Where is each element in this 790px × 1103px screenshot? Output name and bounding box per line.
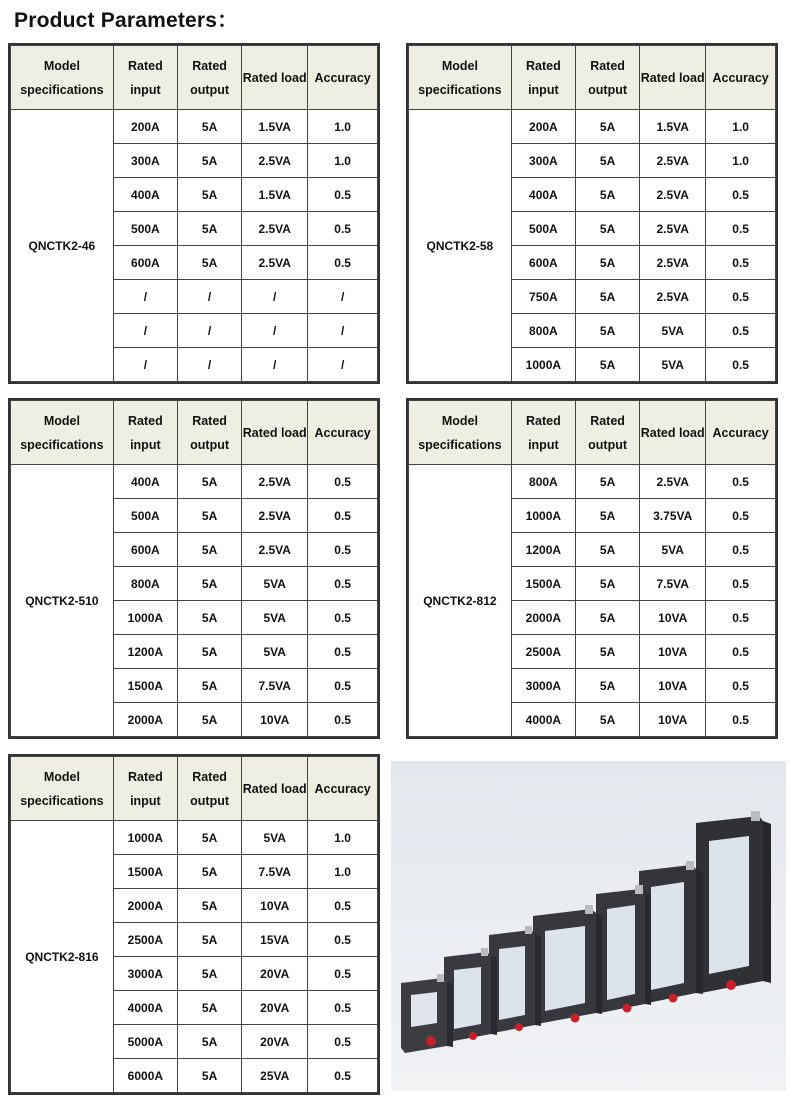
rated-load-cell: 5VA [640,533,706,567]
accuracy-cell: 0.5 [706,280,776,314]
rated-input-cell: 1000A [113,601,177,635]
rated-input-cell: 4000A [113,991,177,1025]
rated-load-cell: 2.5VA [640,465,706,499]
rated-output-cell: 5A [177,1059,241,1093]
rated-load-cell: 10VA [242,703,308,737]
table-header-row [11,757,378,821]
spec-table-qnctk2-510 [8,398,380,739]
accuracy-cell: 0.5 [706,314,776,348]
rated-input-cell: 200A [113,110,177,144]
rated-input-cell: 1000A [113,821,177,855]
rated-output-cell: / [177,348,241,382]
header-accuracy: Accuracy [308,757,378,821]
rated-output-cell: 5A [177,144,241,178]
spec-table [10,756,378,1093]
rated-input-cell: 400A [511,178,575,212]
rated-load-cell: 10VA [640,669,706,703]
header-accuracy: Accuracy [706,401,776,465]
rated-input-cell: 1000A [511,499,575,533]
spec-table [408,45,776,382]
header-rated-output: Rated output [177,401,241,465]
rated-output-cell: 5A [575,246,639,280]
rated-load-cell: 7.5VA [640,567,706,601]
header-model-specifications: Model specifications [11,46,114,110]
rated-output-cell: 5A [575,280,639,314]
rated-output-cell: 5A [575,669,639,703]
rated-input-cell: 1200A [511,533,575,567]
rated-load-cell: 7.5VA [242,855,308,889]
accuracy-cell: 0.5 [308,703,378,737]
rated-load-cell: 5VA [242,567,308,601]
header-rated-input: Rated input [113,46,177,110]
rated-input-cell: 750A [511,280,575,314]
accuracy-cell: 0.5 [706,465,776,499]
rated-output-cell: 5A [177,212,241,246]
header-rated-load: Rated load [640,401,706,465]
rated-load-cell: 1.5VA [640,110,706,144]
device-4 [533,905,602,1024]
table-row [409,110,776,144]
device-1 [401,974,453,1053]
rated-input-cell: 2000A [511,601,575,635]
table-header-row [11,401,378,465]
table-row [11,110,378,144]
accuracy-cell: 0.5 [706,669,776,703]
rated-output-cell: 5A [177,499,241,533]
spec-table [10,400,378,737]
accuracy-cell: 1.0 [308,855,378,889]
table-row [11,465,378,499]
rated-input-cell: 500A [113,499,177,533]
header-rated-load: Rated load [242,46,308,110]
product-photo [391,761,786,1091]
header-accuracy: Accuracy [308,401,378,465]
rated-input-cell: 200A [511,110,575,144]
rated-load-cell: 2.5VA [242,212,308,246]
accuracy-cell: 0.5 [308,499,378,533]
rated-output-cell: 5A [177,923,241,957]
rated-input-cell: 4000A [511,703,575,737]
rated-output-cell: 5A [575,178,639,212]
header-rated-input: Rated input [511,401,575,465]
accuracy-cell: 0.5 [706,703,776,737]
header-rated-output: Rated output [177,757,241,821]
rated-load-cell: 2.5VA [640,246,706,280]
rated-output-cell: 5A [177,889,241,923]
rated-input-cell: 500A [511,212,575,246]
rated-output-cell: 5A [177,991,241,1025]
rated-load-cell: 20VA [242,991,308,1025]
rated-input-cell: / [113,348,177,382]
table-row [409,465,776,499]
accuracy-cell: 0.5 [308,601,378,635]
rated-output-cell: 5A [575,499,639,533]
rated-load-cell: 25VA [242,1059,308,1093]
accuracy-cell: 0.5 [308,178,378,212]
rated-input-cell: 2500A [113,923,177,957]
rated-load-cell: 10VA [640,703,706,737]
rated-output-cell: 5A [177,821,241,855]
rated-input-cell: 600A [511,246,575,280]
accuracy-cell: 0.5 [308,923,378,957]
table-row [11,821,378,855]
rated-load-cell: 5VA [242,821,308,855]
spec-table-qnctk2-46 [8,43,380,384]
header-accuracy: Accuracy [706,46,776,110]
rated-input-cell: / [113,280,177,314]
rated-load-cell: 2.5VA [242,144,308,178]
accuracy-cell: 0.5 [706,212,776,246]
rated-load-cell: 2.5VA [242,499,308,533]
rated-input-cell: 400A [113,178,177,212]
header-rated-output: Rated output [177,46,241,110]
rated-load-cell: 2.5VA [242,465,308,499]
rated-input-cell: 2000A [113,889,177,923]
rated-load-cell: 15VA [242,923,308,957]
rated-output-cell: 5A [177,1025,241,1059]
page-title: Product Parameters： [14,9,239,32]
rated-input-cell: 1000A [511,348,575,382]
rated-load-cell: / [242,314,308,348]
rated-input-cell: 3000A [113,957,177,991]
accuracy-cell: 0.5 [706,499,776,533]
rated-output-cell: 5A [575,314,639,348]
rated-load-cell: 10VA [242,889,308,923]
header-rated-load: Rated load [242,757,308,821]
rated-input-cell: 2500A [511,635,575,669]
rated-load-cell: 1.5VA [242,110,308,144]
accuracy-cell: 1.0 [308,110,378,144]
header-rated-input: Rated input [113,757,177,821]
rated-output-cell: 5A [575,110,639,144]
rated-output-cell: 5A [177,465,241,499]
spec-table [10,45,378,382]
header-rated-output: Rated output [575,46,639,110]
model-cell: QNCTK2-58 [409,110,512,382]
header-rated-output: Rated output [575,401,639,465]
rated-load-cell: 2.5VA [640,178,706,212]
table-header-row [409,401,776,465]
rated-input-cell: 800A [511,314,575,348]
rated-input-cell: 400A [113,465,177,499]
rated-load-cell: 5VA [640,314,706,348]
rated-output-cell: / [177,280,241,314]
rated-input-cell: 6000A [113,1059,177,1093]
model-cell: QNCTK2-812 [409,465,512,737]
rated-load-cell: 20VA [242,1025,308,1059]
rated-input-cell: 600A [113,533,177,567]
device-7 [696,811,771,993]
rated-output-cell: 5A [177,669,241,703]
rated-load-cell: 10VA [640,601,706,635]
rated-input-cell: 800A [113,567,177,601]
header-rated-input: Rated input [113,401,177,465]
spec-table-qnctk2-816 [8,754,380,1095]
rated-load-cell: / [242,280,308,314]
spec-table-qnctk2-58 [406,43,778,384]
rated-load-cell: 5VA [242,635,308,669]
rated-output-cell: 5A [575,703,639,737]
rated-output-cell: 5A [575,567,639,601]
accuracy-cell: 0.5 [308,567,378,601]
accuracy-cell: 0.5 [308,635,378,669]
rated-load-cell: 10VA [640,635,706,669]
accuracy-cell: 0.5 [308,465,378,499]
accuracy-cell: / [308,314,378,348]
rated-load-cell: 3.75VA [640,499,706,533]
rated-output-cell: 5A [575,635,639,669]
rated-input-cell: 5000A [113,1025,177,1059]
rated-input-cell: 600A [113,246,177,280]
rated-output-cell: 5A [177,533,241,567]
rated-input-cell: 800A [511,465,575,499]
rated-load-cell: 2.5VA [242,246,308,280]
rated-load-cell: 5VA [640,348,706,382]
rated-output-cell: 5A [177,601,241,635]
rated-load-cell: 2.5VA [640,144,706,178]
rated-input-cell: 1500A [511,567,575,601]
accuracy-cell: 0.5 [308,957,378,991]
rated-input-cell: 1200A [113,635,177,669]
accuracy-cell: 1.0 [706,110,776,144]
accuracy-cell: 0.5 [308,669,378,703]
accuracy-cell: 0.5 [706,246,776,280]
rated-load-cell: 5VA [242,601,308,635]
spec-table [408,400,776,737]
accuracy-cell: 0.5 [308,1059,378,1093]
current-transformers-illustration [391,761,786,1091]
accuracy-cell: / [308,348,378,382]
rated-output-cell: 5A [177,855,241,889]
header-model-specifications: Model specifications [409,401,512,465]
accuracy-cell: 0.5 [706,601,776,635]
rated-load-cell: 2.5VA [640,212,706,246]
accuracy-cell: 1.0 [308,821,378,855]
rated-output-cell: 5A [177,703,241,737]
accuracy-cell: 0.5 [706,635,776,669]
rated-load-cell: 2.5VA [242,533,308,567]
rated-input-cell: 3000A [511,669,575,703]
accuracy-cell: 1.0 [706,144,776,178]
header-model-specifications: Model specifications [11,757,114,821]
device-5 [596,885,651,1013]
rated-load-cell: 2.5VA [640,280,706,314]
rated-output-cell: / [177,314,241,348]
rated-input-cell: 300A [511,144,575,178]
rated-output-cell: 5A [177,178,241,212]
header-model-specifications: Model specifications [409,46,512,110]
rated-load-cell: 7.5VA [242,669,308,703]
rated-load-cell: / [242,348,308,382]
accuracy-cell: 0.5 [308,889,378,923]
rated-input-cell: 1500A [113,855,177,889]
header-rated-load: Rated load [640,46,706,110]
rated-output-cell: 5A [177,246,241,280]
accuracy-cell: 0.5 [706,348,776,382]
table-header-row [11,46,378,110]
accuracy-cell: 0.5 [308,533,378,567]
rated-input-cell: 300A [113,144,177,178]
rated-output-cell: 5A [575,212,639,246]
header-accuracy: Accuracy [308,46,378,110]
table-header-row [409,46,776,110]
accuracy-cell: 0.5 [308,246,378,280]
rated-load-cell: 20VA [242,957,308,991]
rated-output-cell: 5A [575,601,639,635]
model-cell: QNCTK2-46 [11,110,114,382]
spec-table-qnctk2-812 [406,398,778,739]
rated-output-cell: 5A [575,144,639,178]
accuracy-cell: 0.5 [308,1025,378,1059]
model-cell: QNCTK2-816 [11,821,114,1093]
accuracy-cell: 0.5 [706,533,776,567]
rated-output-cell: 5A [575,465,639,499]
rated-output-cell: 5A [575,348,639,382]
rated-output-cell: 5A [177,567,241,601]
model-cell: QNCTK2-510 [11,465,114,737]
rated-output-cell: 5A [575,533,639,567]
accuracy-cell: 1.0 [308,144,378,178]
header-rated-input: Rated input [511,46,575,110]
rated-input-cell: / [113,314,177,348]
rated-input-cell: 500A [113,212,177,246]
accuracy-cell: 0.5 [706,567,776,601]
rated-input-cell: 2000A [113,703,177,737]
rated-output-cell: 5A [177,957,241,991]
accuracy-cell: 0.5 [706,178,776,212]
accuracy-cell: 0.5 [308,991,378,1025]
rated-output-cell: 5A [177,110,241,144]
header-rated-load: Rated load [242,401,308,465]
accuracy-cell: / [308,280,378,314]
rated-output-cell: 5A [177,635,241,669]
header-model-specifications: Model specifications [11,401,114,465]
rated-input-cell: 1500A [113,669,177,703]
rated-load-cell: 1.5VA [242,178,308,212]
accuracy-cell: 0.5 [308,212,378,246]
